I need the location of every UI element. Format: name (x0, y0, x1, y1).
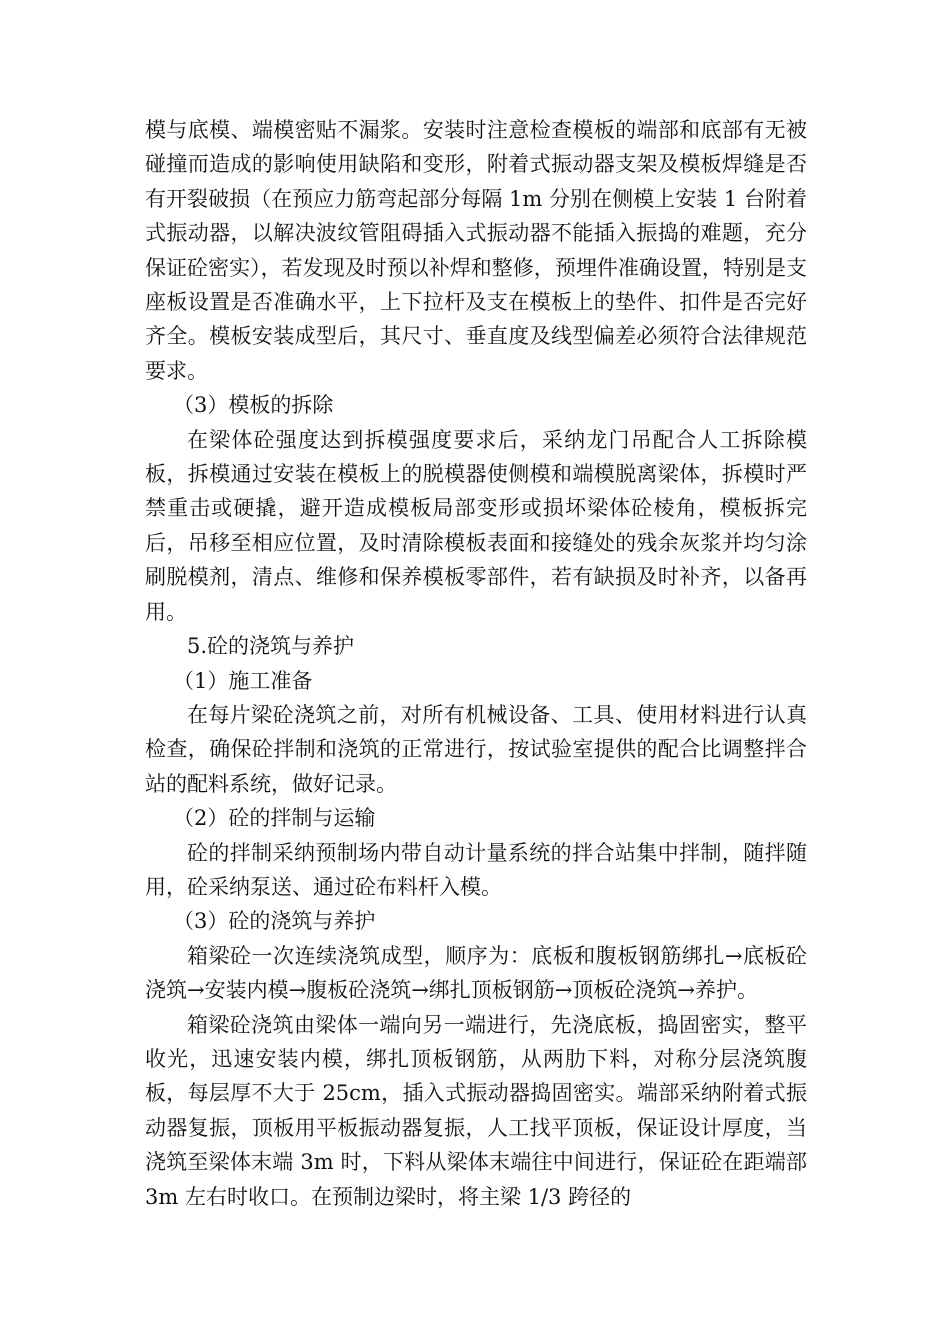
paragraph-pouring-sequence: 箱梁砼一次连续浇筑成型，顺序为：底板和腹板钢筋绑扎→底板砼浇筑→安装内模→腹板砼浇筑→绑扎顶板钢筋→顶板砼浇筑→养护。 (145, 943, 807, 1003)
heading-mixing-transport: （2）砼的拌制与运输 (173, 806, 376, 831)
heading-construction-preparation: （1）施工准备 (173, 668, 313, 693)
paragraph-pouring-process: 箱梁砼浇筑由梁体一端向另一端进行，先浇底板，捣固密实，整平收光，迅速安装内模，绑扎顶板钢筋，从两肋下料，对称分层浇筑腹板，每层厚不大于 25cm，插入式振动器捣固密实。端部采纳附着式振动器复振，顶板用平板振动器复振，人工找平顶板，保证设计厚度，当浇筑至梁体末端 3m 时，下料从梁体末端往中间进行，保证砼在距端部 3m 左右时收口。在预制边梁时，将主梁 1/3 跨径的 (145, 1012, 807, 1209)
heading-pouring-curing: （3）砼的浇筑与养护 (173, 909, 376, 934)
paragraph-construction-preparation: 在每片梁砼浇筑之前，对所有机械设备、工具、使用材料进行认真检查，确保砼拌制和浇筑的正常进行，按试验室提供的配合比调整拌合站的配料系统，做好记录。 (145, 702, 807, 796)
paragraph-mixing-transport: 砼的拌制采纳预制场内带自动计量系统的拌合站集中拌制，随拌随用，砼采纳泵送、通过砼布料杆入模。 (145, 840, 807, 899)
heading-concrete-pouring-curing: 5.砼的浇筑与养护 (187, 634, 355, 659)
paragraph-formwork-removal: 在梁体砼强度达到拆模强度要求后，采纳龙门吊配合人工拆除模板，拆模通过安装在模板上的脱模器使侧模和端模脱离梁体，拆模时严禁重击或硬撬，避开造成模板局部变形或损坏梁体砼棱角，模板拆完后，吊移至相应位置，及时清除模板表面和接缝处的残余灰浆并均匀涂刷脱模剂，清点、维修和保养模板零部件，若有缺损及时补齐，以备再用。 (145, 427, 807, 624)
paragraph-formwork-installation: 模与底模、端模密贴不漏浆。安装时注意检查模板的端部和底部有无被碰撞而造成的影响使用缺陷和变形，附着式振动器支架及模板焊缝是否有开裂破损（在预应力筋弯起部分每隔 1m 分别在侧模上安装 1 台附着式振动器，以解决波纹管阻碍插入式振动器不能插入振捣的难题，充分保证砼密实），若发现及时预以补焊和整修，预埋件准确设置，特别是支座板设置是否准确水平，上下拉杆及支在模板上的垫件、扣件是否完好齐全。模板安装成型后，其尺寸、垂直度及线型偏差必须符合法律规范要求。 (145, 118, 807, 383)
document-body (145, 113, 807, 1214)
heading-formwork-removal: （3）模板的拆除 (173, 393, 334, 418)
